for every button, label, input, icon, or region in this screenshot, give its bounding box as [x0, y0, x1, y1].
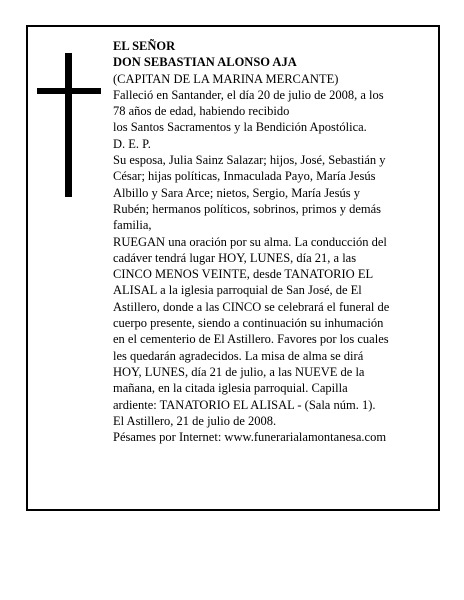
cross-horizontal-bar [37, 88, 101, 94]
notice-line: Rubén; hermanos políticos, sobrinos, primos y demás [113, 201, 382, 216]
notice-line: Su esposa, Julia Sainz Salazar; hijos, José, Sebastián y [113, 153, 386, 168]
notice-line: RUEGAN una oración por su alma. La conducción del [113, 234, 387, 249]
notice-line: cadáver tendrá lugar HOY, LUNES, día 21, a las [113, 250, 357, 265]
notice-line: los Santos Sacramentos y la Bendición Apostólica. [113, 120, 367, 135]
notice-line: mañana, en la citada iglesia parroquial. Capilla [113, 381, 348, 396]
notice-line: Falleció en Santander, el día 20 de julio de 2008, a los [113, 87, 384, 102]
notice-line: El Astillero, 21 de julio de 2008. [113, 413, 277, 428]
notice-line: familia, [113, 218, 152, 233]
notice-line: 78 años de edad, habiendo recibido [113, 104, 290, 119]
notice-line: (CAPITAN DE LA MARINA MERCANTE) [113, 71, 339, 86]
notice-line: Pésames por Internet: www.funerarialamontanesa.com [113, 430, 387, 445]
notice-line: ardiente: TANATORIO EL ALISAL - (Sala núm. 1). [113, 397, 376, 412]
notice-line: Albillo y Sara Arce; nietos, Sergio, María Jesús y [113, 185, 360, 200]
cross-icon [37, 53, 101, 197]
notice-line: CINCO MENOS VEINTE, desde TANATORIO EL [113, 267, 374, 282]
notice-line: Astillero, donde a las CINCO se celebrará el funeral de [113, 299, 390, 314]
notice-line: cuerpo presente, siendo a continuación su inhumación [113, 316, 384, 331]
notice-heading-title: EL SEÑOR [113, 39, 176, 53]
notice-line: César; hijas políticas, Inmaculada Payo, María Jesús [113, 169, 376, 184]
notice-line: les quedarán agradecidos. La misa de alma se dirá [113, 348, 364, 363]
notice-heading-name: DON SEBASTIAN ALONSO AJA [113, 55, 297, 70]
notice-line: en el cementerio de El Astillero. Favores por los cuales [113, 332, 389, 347]
cross-vertical-bar [65, 53, 72, 197]
notice-line: HOY, LUNES, día 21 de julio, a las NUEVE de la [113, 364, 365, 379]
notice-line: D. E. P. [113, 136, 151, 151]
notice-line: ALISAL a la iglesia parroquial de San José, de El [113, 283, 362, 298]
obituary-text [113, 38, 418, 445]
